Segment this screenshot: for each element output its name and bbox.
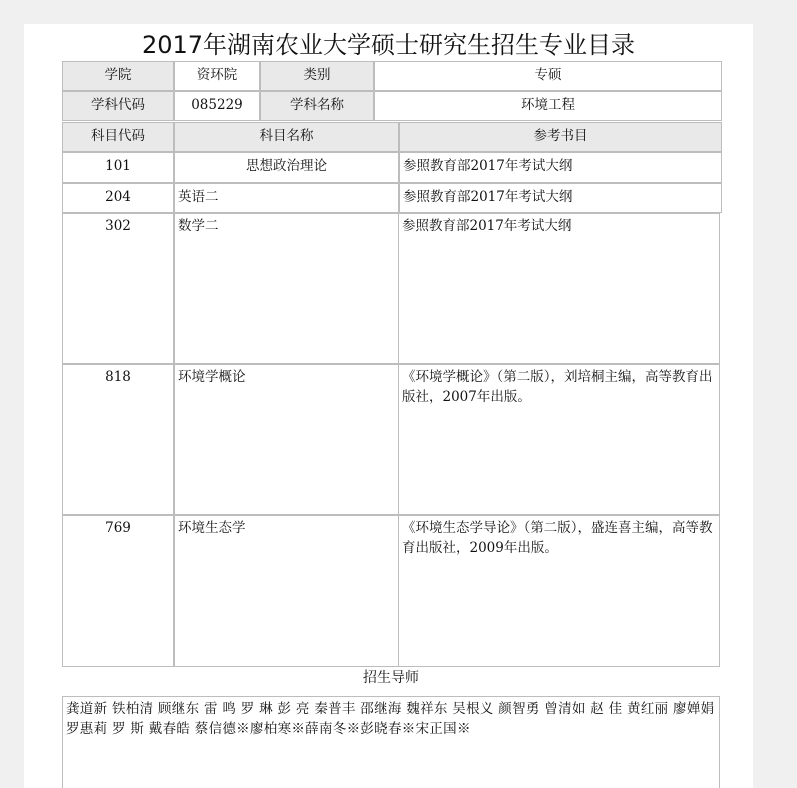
- table-row-ref: 参照教育部2017年考试大纲: [399, 152, 722, 183]
- tutors-list: 龚道新 铁柏清 顾继东 雷 鸣 罗 琳 彭 亮 秦普丰 邵继海 魏祥东 吴根义 颜智勇 曾清如 赵 佳 黄红丽 廖婵娟 罗惠莉 罗 斯 戴春皓 蔡信德※廖柏寒※薛南冬※彭晓春※宋正国※: [62, 696, 720, 788]
- table-row-name: 环境学概论: [174, 364, 399, 515]
- college-value: 资环院: [174, 61, 260, 91]
- table-row-ref: 《环境学概论》（第二版），刘培桐主编，高等教育出版社，2007年出版。: [398, 364, 720, 515]
- table-row-name: 数学二: [174, 213, 399, 364]
- discipline-code-value: 085229: [174, 91, 260, 121]
- table-row-code: 204: [62, 183, 174, 213]
- table-row-code: 818: [62, 364, 174, 515]
- discipline-code-label: 学科代码: [62, 91, 174, 121]
- catalog-sheet: [24, 24, 753, 788]
- table-row-ref: 参照教育部2017年考试大纲: [398, 213, 720, 364]
- table-row-code: 769: [62, 515, 174, 667]
- college-label: 学院: [62, 61, 174, 91]
- page-title: 2017年湖南农业大学硕士研究生招生专业目录: [141, 31, 636, 59]
- table-row-code: 101: [62, 152, 174, 183]
- discipline-name-label: 学科名称: [260, 91, 374, 121]
- header-subject-name: 科目名称: [174, 122, 399, 152]
- header-subject-code: 科目代码: [62, 122, 174, 152]
- table-row-code: 302: [62, 213, 174, 364]
- category-label: 类别: [260, 61, 374, 91]
- table-row-ref: 《环境生态学导论》（第二版），盛连喜主编，高等教育出版社，2009年出版。: [398, 515, 720, 667]
- table-row-name: 环境生态学: [174, 515, 399, 667]
- table-row-ref: 参照教育部2017年考试大纲: [399, 183, 722, 213]
- category-value: 专硕: [374, 61, 722, 91]
- tutors-label: 招生导师: [363, 670, 419, 686]
- table-row-name: 思想政治理论: [174, 152, 399, 183]
- header-reference: 参考书目: [399, 122, 722, 152]
- table-row-name: 英语二: [174, 183, 399, 213]
- discipline-name-value: 环境工程: [374, 91, 722, 121]
